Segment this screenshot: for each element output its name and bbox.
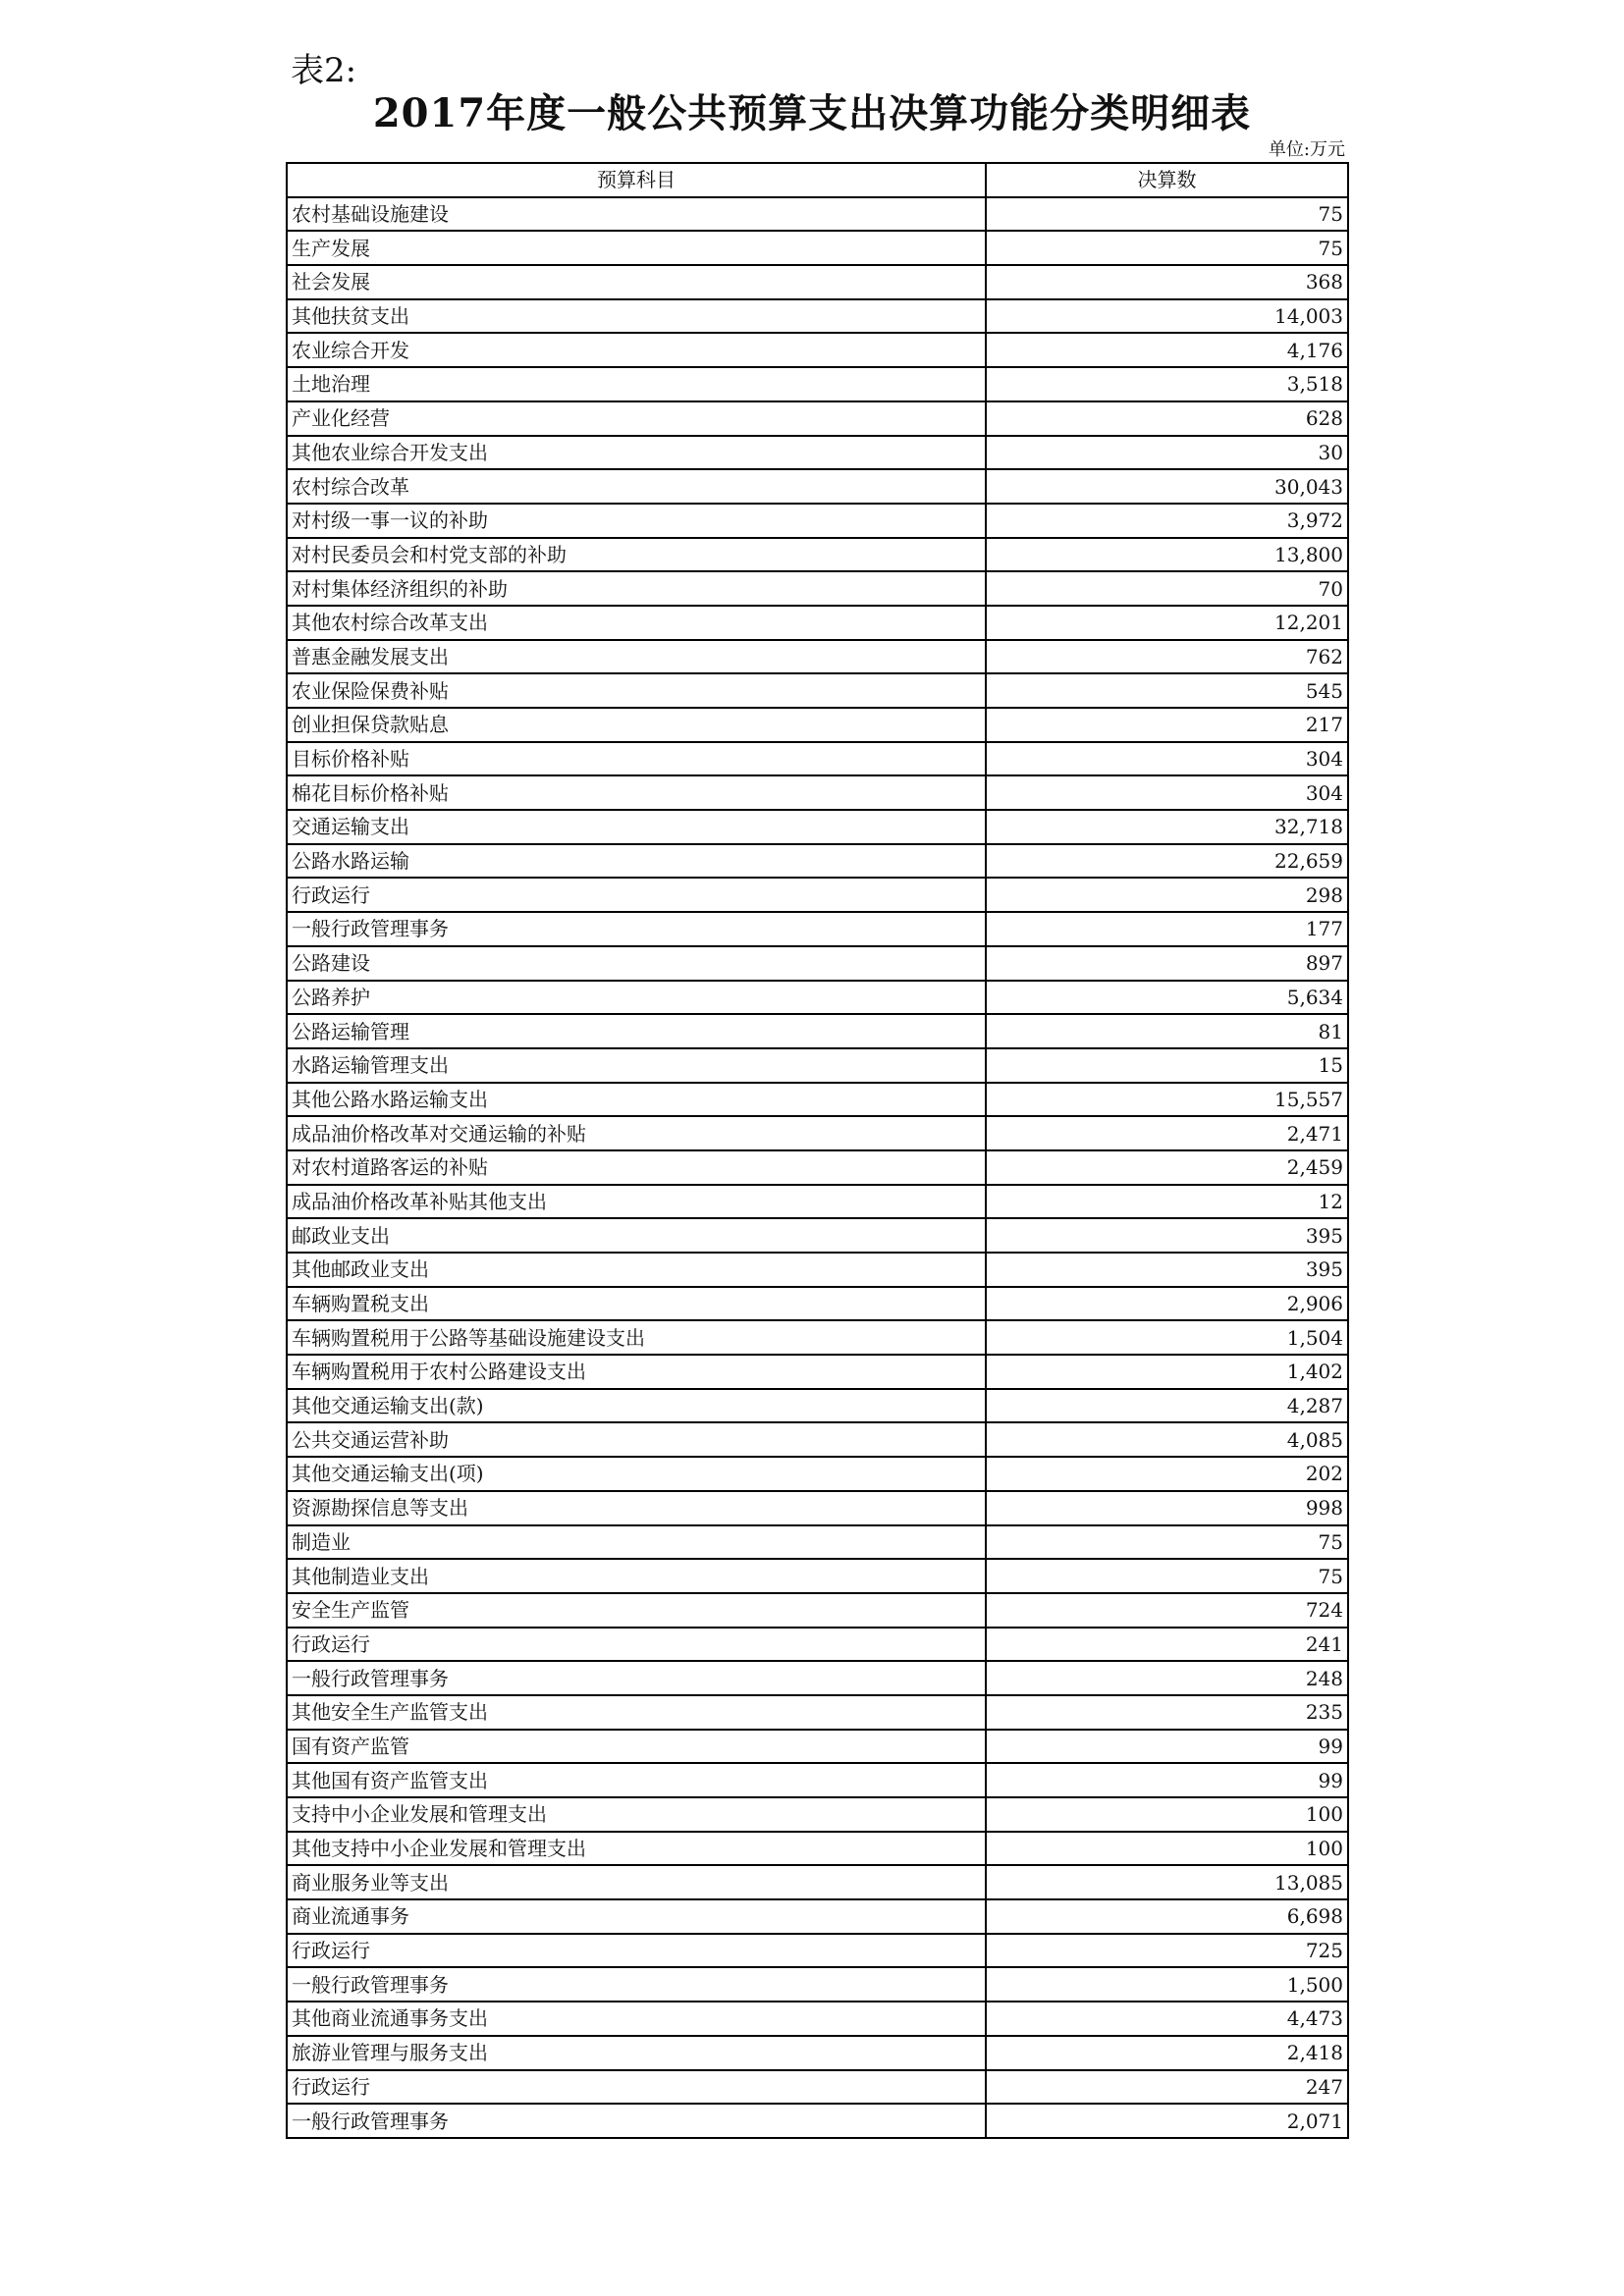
table-row — [287, 810, 1348, 844]
row-subject: 支持中小企业发展和管理支出 — [287, 1797, 986, 1832]
row-amount: 3,518 — [986, 367, 1348, 401]
row-amount: 12,201 — [986, 606, 1348, 640]
row-amount: 75 — [986, 231, 1348, 265]
table-row — [287, 673, 1348, 708]
table-row — [287, 1763, 1348, 1797]
row-amount: 304 — [986, 742, 1348, 776]
row-amount: 2,906 — [986, 1287, 1348, 1321]
row-subject: 产业化经营 — [287, 401, 986, 436]
row-amount: 15 — [986, 1048, 1348, 1083]
table-row — [287, 197, 1348, 232]
row-amount: 30,043 — [986, 469, 1348, 504]
row-subject: 其他农业综合开发支出 — [287, 436, 986, 470]
row-subject: 成品油价格改革对交通运输的补贴 — [287, 1116, 986, 1150]
table-row — [287, 1320, 1348, 1355]
table-row — [287, 1730, 1348, 1764]
row-amount: 100 — [986, 1832, 1348, 1866]
row-subject: 农村综合改革 — [287, 469, 986, 504]
table-row — [287, 2104, 1348, 2138]
row-amount: 395 — [986, 1253, 1348, 1287]
table-row — [287, 742, 1348, 776]
table-row — [287, 571, 1348, 606]
table-body — [287, 197, 1348, 2138]
row-amount: 30 — [986, 436, 1348, 470]
row-amount: 395 — [986, 1218, 1348, 1253]
table-row — [287, 1934, 1348, 1968]
row-amount: 1,504 — [986, 1320, 1348, 1355]
row-amount: 247 — [986, 2070, 1348, 2105]
row-subject: 生产发展 — [287, 231, 986, 265]
row-subject: 一般行政管理事务 — [287, 1967, 986, 2002]
table-row — [287, 981, 1348, 1015]
table-row — [287, 1695, 1348, 1730]
row-amount: 202 — [986, 1457, 1348, 1491]
row-subject: 农村基础设施建设 — [287, 197, 986, 232]
row-amount: 81 — [986, 1014, 1348, 1048]
table-row — [287, 401, 1348, 436]
row-amount: 99 — [986, 1730, 1348, 1764]
table-row — [287, 1967, 1348, 2002]
row-subject: 邮政业支出 — [287, 1218, 986, 1253]
table-row — [287, 1457, 1348, 1491]
table-row — [287, 1253, 1348, 1287]
table-row — [287, 1150, 1348, 1185]
table-row — [287, 367, 1348, 401]
row-amount: 15,557 — [986, 1083, 1348, 1117]
row-subject: 其他制造业支出 — [287, 1559, 986, 1593]
row-amount: 6,698 — [986, 1899, 1348, 1934]
table-row — [287, 299, 1348, 334]
row-amount: 99 — [986, 1763, 1348, 1797]
row-amount: 1,402 — [986, 1355, 1348, 1389]
table-row — [287, 1661, 1348, 1695]
row-subject: 对村民委员会和村党支部的补助 — [287, 538, 986, 572]
row-amount: 14,003 — [986, 299, 1348, 334]
row-subject: 公路水路运输 — [287, 844, 986, 879]
table-row — [287, 1048, 1348, 1083]
row-amount: 32,718 — [986, 810, 1348, 844]
table-row — [287, 1287, 1348, 1321]
row-amount: 75 — [986, 1559, 1348, 1593]
row-amount: 304 — [986, 775, 1348, 810]
table-row — [287, 606, 1348, 640]
row-subject: 普惠金融发展支出 — [287, 640, 986, 674]
table-row — [287, 912, 1348, 946]
row-amount: 628 — [986, 401, 1348, 436]
table-row — [287, 1491, 1348, 1525]
row-amount: 3,972 — [986, 504, 1348, 538]
row-subject: 棉花目标价格补贴 — [287, 775, 986, 810]
row-amount: 2,471 — [986, 1116, 1348, 1150]
table-row — [287, 1218, 1348, 1253]
row-subject: 其他支持中小企业发展和管理支出 — [287, 1832, 986, 1866]
table-row — [287, 1185, 1348, 1219]
table-row — [287, 2036, 1348, 2070]
row-subject: 创业担保贷款贴息 — [287, 708, 986, 742]
row-amount: 241 — [986, 1628, 1348, 1662]
row-amount: 217 — [986, 708, 1348, 742]
row-amount: 2,459 — [986, 1150, 1348, 1185]
table-row — [287, 1628, 1348, 1662]
row-subject: 其他扶贫支出 — [287, 299, 986, 334]
row-amount: 75 — [986, 197, 1348, 232]
table-row — [287, 1593, 1348, 1628]
row-subject: 车辆购置税支出 — [287, 1287, 986, 1321]
row-amount: 2,418 — [986, 2036, 1348, 2070]
table-header-row — [287, 163, 1348, 197]
row-amount: 12 — [986, 1185, 1348, 1219]
row-subject: 行政运行 — [287, 2070, 986, 2105]
row-subject: 其他农村综合改革支出 — [287, 606, 986, 640]
row-amount: 22,659 — [986, 844, 1348, 879]
table-row — [287, 1083, 1348, 1117]
row-amount: 4,085 — [986, 1422, 1348, 1457]
table-row — [287, 775, 1348, 810]
table-row — [287, 1525, 1348, 1560]
table-row — [287, 231, 1348, 265]
table-row — [287, 640, 1348, 674]
table-row — [287, 1422, 1348, 1457]
row-amount: 248 — [986, 1661, 1348, 1695]
table-row — [287, 1014, 1348, 1048]
table-row — [287, 469, 1348, 504]
row-subject: 公共交通运营补助 — [287, 1422, 986, 1457]
row-subject: 行政运行 — [287, 1628, 986, 1662]
row-amount: 75 — [986, 1525, 1348, 1560]
row-subject: 社会发展 — [287, 265, 986, 299]
table-row — [287, 538, 1348, 572]
row-subject: 其他公路水路运输支出 — [287, 1083, 986, 1117]
table-number-label: 表2: — [291, 51, 357, 90]
table-row — [287, 946, 1348, 981]
row-subject: 其他交通运输支出(项) — [287, 1457, 986, 1491]
row-amount: 368 — [986, 265, 1348, 299]
table-row — [287, 844, 1348, 879]
row-subject: 目标价格补贴 — [287, 742, 986, 776]
row-amount: 4,473 — [986, 2002, 1348, 2036]
budget-table — [286, 162, 1349, 2139]
table-row — [287, 1116, 1348, 1150]
table-row — [287, 2002, 1348, 2036]
row-subject: 公路养护 — [287, 981, 986, 1015]
table-row — [287, 878, 1348, 912]
row-amount: 762 — [986, 640, 1348, 674]
row-subject: 水路运输管理支出 — [287, 1048, 986, 1083]
row-subject: 农业综合开发 — [287, 333, 986, 367]
row-amount: 897 — [986, 946, 1348, 981]
row-amount: 298 — [986, 878, 1348, 912]
table-row — [287, 1797, 1348, 1832]
row-subject: 交通运输支出 — [287, 810, 986, 844]
row-subject: 一般行政管理事务 — [287, 1661, 986, 1695]
row-amount: 177 — [986, 912, 1348, 946]
column-header-amount: 决算数 — [986, 163, 1348, 197]
row-amount: 13,085 — [986, 1865, 1348, 1899]
row-subject: 其他安全生产监管支出 — [287, 1695, 986, 1730]
table-row — [287, 504, 1348, 538]
row-subject: 其他国有资产监管支出 — [287, 1763, 986, 1797]
row-subject: 资源勘探信息等支出 — [287, 1491, 986, 1525]
table-row — [287, 333, 1348, 367]
table-row — [287, 1832, 1348, 1866]
table-row — [287, 1355, 1348, 1389]
row-subject: 对村集体经济组织的补助 — [287, 571, 986, 606]
row-subject: 一般行政管理事务 — [287, 912, 986, 946]
row-subject: 其他交通运输支出(款) — [287, 1389, 986, 1423]
row-amount: 4,287 — [986, 1389, 1348, 1423]
row-subject: 其他邮政业支出 — [287, 1253, 986, 1287]
row-amount: 13,800 — [986, 538, 1348, 572]
row-amount: 1,500 — [986, 1967, 1348, 2002]
row-amount: 724 — [986, 1593, 1348, 1628]
row-subject: 农业保险保费补贴 — [287, 673, 986, 708]
unit-label: 单位:万元 — [1268, 139, 1345, 160]
table-row — [287, 1865, 1348, 1899]
table-row — [287, 1899, 1348, 1934]
row-subject: 行政运行 — [287, 1934, 986, 1968]
row-subject: 商业服务业等支出 — [287, 1865, 986, 1899]
row-subject: 公路运输管理 — [287, 1014, 986, 1048]
table-row — [287, 436, 1348, 470]
row-amount: 4,176 — [986, 333, 1348, 367]
table-row — [287, 1389, 1348, 1423]
row-amount: 235 — [986, 1695, 1348, 1730]
row-subject: 行政运行 — [287, 878, 986, 912]
row-subject: 成品油价格改革补贴其他支出 — [287, 1185, 986, 1219]
row-amount: 725 — [986, 1934, 1348, 1968]
row-amount: 998 — [986, 1491, 1348, 1525]
table-row — [287, 2070, 1348, 2105]
row-subject: 车辆购置税用于公路等基础设施建设支出 — [287, 1320, 986, 1355]
row-subject: 旅游业管理与服务支出 — [287, 2036, 986, 2070]
row-subject: 公路建设 — [287, 946, 986, 981]
row-amount: 545 — [986, 673, 1348, 708]
row-subject: 对村级一事一议的补助 — [287, 504, 986, 538]
table-row — [287, 708, 1348, 742]
row-subject: 其他商业流通事务支出 — [287, 2002, 986, 2036]
row-subject: 对农村道路客运的补贴 — [287, 1150, 986, 1185]
page-title: 2017年度一般公共预算支出决算功能分类明细表 — [372, 90, 1252, 136]
table-row — [287, 265, 1348, 299]
row-subject: 土地治理 — [287, 367, 986, 401]
row-amount: 2,071 — [986, 2104, 1348, 2138]
row-subject: 商业流通事务 — [287, 1899, 986, 1934]
column-header-subject: 预算科目 — [287, 163, 986, 197]
row-amount: 100 — [986, 1797, 1348, 1832]
row-amount: 70 — [986, 571, 1348, 606]
row-subject: 车辆购置税用于农村公路建设支出 — [287, 1355, 986, 1389]
row-amount: 5,634 — [986, 981, 1348, 1015]
row-subject: 安全生产监管 — [287, 1593, 986, 1628]
row-subject: 国有资产监管 — [287, 1730, 986, 1764]
row-subject: 制造业 — [287, 1525, 986, 1560]
row-subject: 一般行政管理事务 — [287, 2104, 986, 2138]
table-row — [287, 1559, 1348, 1593]
